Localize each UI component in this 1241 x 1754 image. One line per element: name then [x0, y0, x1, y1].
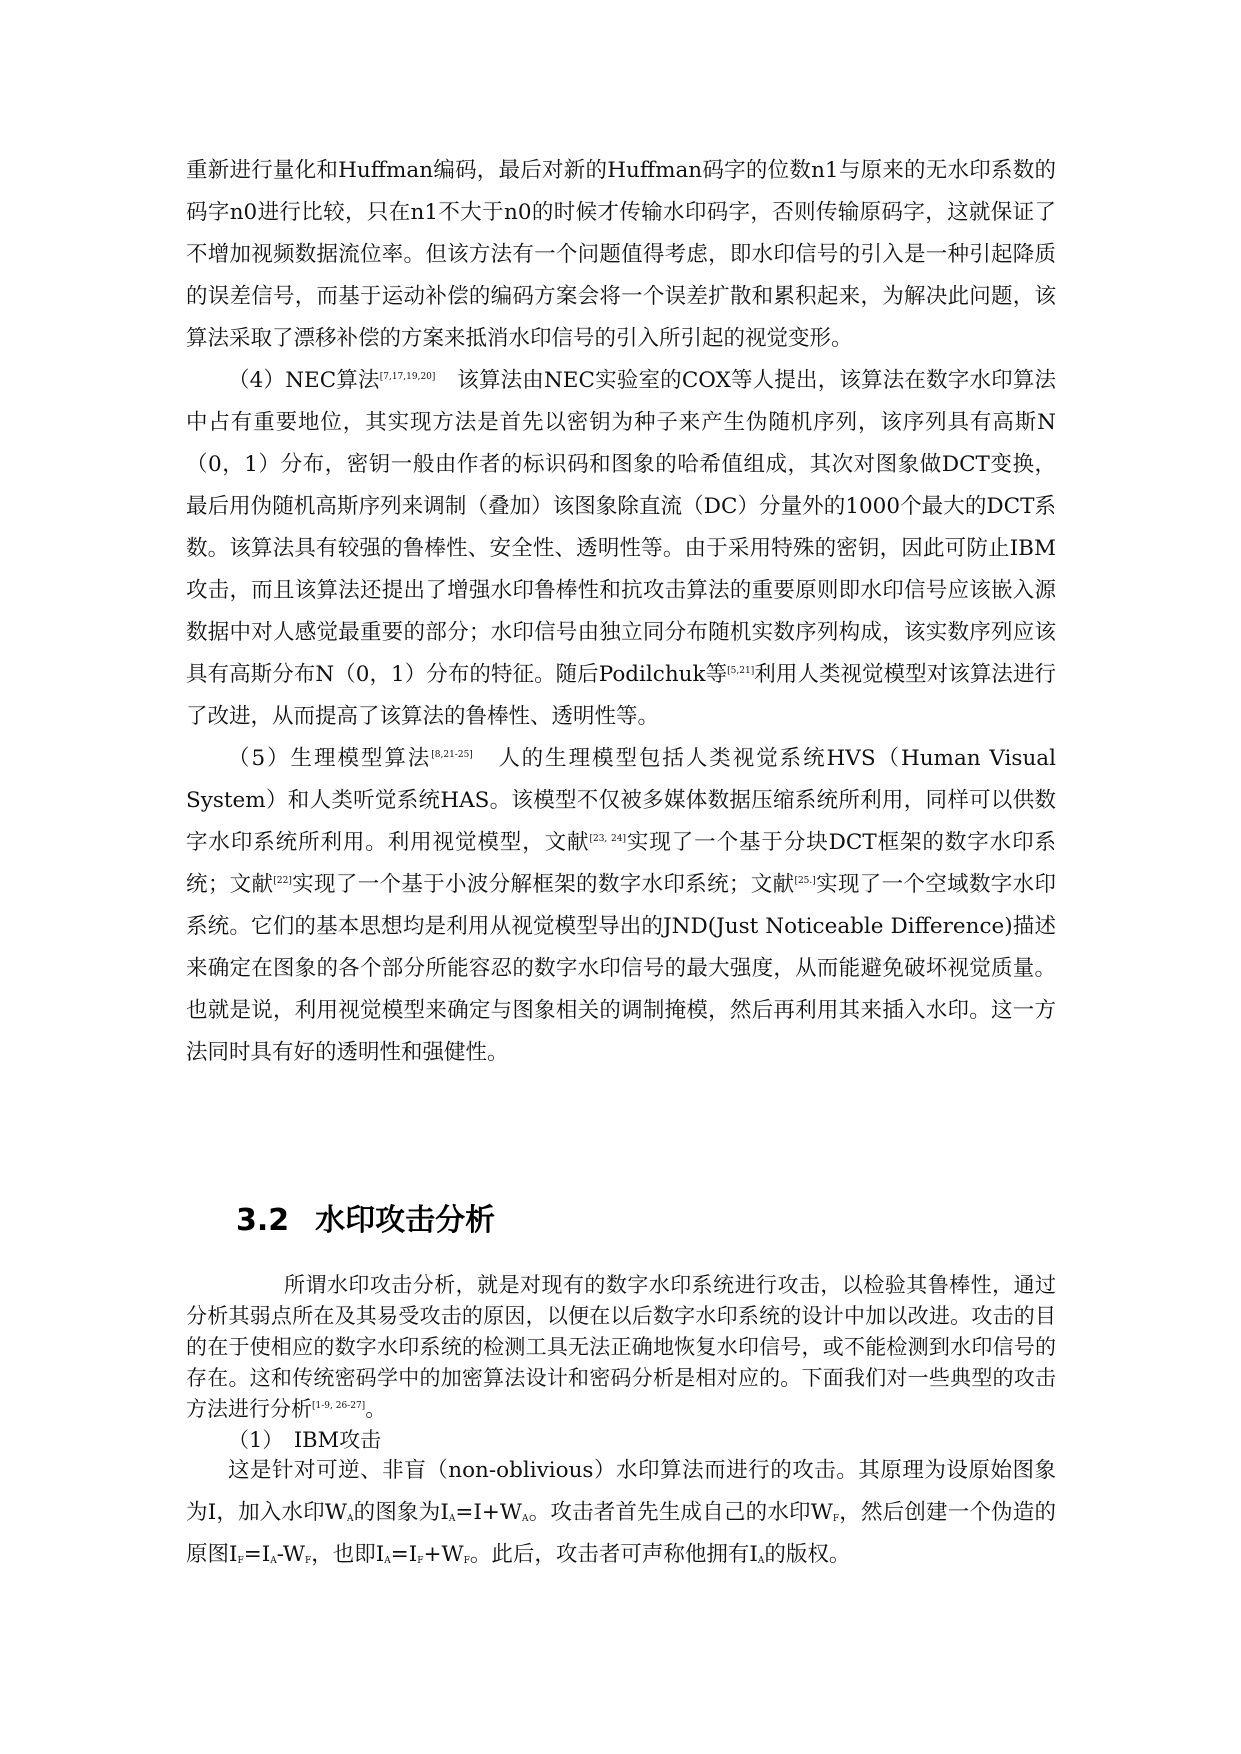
paragraph-ibm-attack: 这是针对可逆、非盲（non-oblivious）水印算法而进行的攻击。其原理为设原始图象为I，加入水印$W_A$的图象为$I_A=I+W_A$。攻击者首先生成自己的水印$W_F$，然后创建一个伪造的原图$I_F=I_A-W_F$，也即$I_A=I_F+W_F$。此后，攻击者可声称他拥有$I_A$的版权。: [186, 1458, 1056, 1567]
citation: [7,17,19,20]: [379, 371, 436, 382]
body-block-3: [186, 1450, 1056, 1576]
citation: [22]: [273, 875, 292, 886]
paragraph-physiological-model: （5）生理模型算法[8,21-25] 人的生理模型包括人类视觉系统HVS（Human Visual System）和人类听觉系统HAS。该模型不仅被多媒体数据压缩系统所利用，同样可以供数字水印系统所利用。利用视觉模型，文献[23, 24]实现了一个基于分块DCT框架的数字水印系统；文献[22]实现了一个基于小波分解框架的数字水印系统；文献[25.]实现了一个空域数字水印系统。它们的基本思想均是利用从视觉模型导出的JND(Just Noticeable Difference)描述来确定在图象的各个部分所能容忍的数字水印信号的最大强度，从而能避免破坏视觉质量。也就是说，利用视觉模型来确定与图象相关的调制掩模，然后再利用其来插入水印。这一方法同时具有好的透明性和强健性。: [186, 746, 1056, 1065]
citation: [5,21]: [727, 665, 755, 676]
citation: [8,21-25]: [431, 749, 473, 760]
section-heading: [236, 1195, 495, 1239]
citation: [25.]: [794, 875, 816, 886]
paragraph-nec-algorithm: （4）NEC算法[7,17,19,20] 该算法由NEC实验室的COX等人提出，该算法在数字水印算法中占有重要地位，其实现方法是首先以密钥为种子来产生伪随机序列，该序列具有高斯N（0，1）分布，密钥一般由作者的标识码和图象的哈希值组成，其次对图象做DCT变换，最后用伪随机高斯序列来调制（叠加）该图象除直流（DC）分量外的1000个最大的DCT系数。该算法具有较强的鲁棒性、安全性、透明性等。由于采用特殊的密钥，因此可防止IBM攻击，而且该算法还提出了增强水印鲁棒性和抗攻击算法的重要原则即水印信号应该嵌入源数据中对人感觉最重要的部分；水印信号由独立同分布随机实数序列构成，该实数序列应该具有高斯分布N（0，1）分布的特征。随后Podilchuk等[5,21]利用人类视觉模型对该算法进行了改进，从而提高了该算法的鲁棒性、透明性等。: [186, 368, 1057, 729]
body-block-1: [186, 150, 1056, 1074]
section-title: 水印攻击分析: [315, 1203, 496, 1238]
physio-lead: （5）生理模型算法: [228, 746, 432, 771]
list-item-ibm-attack: （1） IBM攻击: [228, 1428, 382, 1452]
paragraph-attack-intro: 所谓水印攻击分析，就是对现有的数字水印系统进行攻击，以检验其鲁棒性，通过分析其弱点所在及其易受攻击的原因，以便在以后数字水印系统的设计中加以改进。攻击的目的在于使相应的数字水印系统的检测工具无法正确地恢复水印信号，或不能检测到水印信号的存在。这和传统密码学中的加密算法设计和密码分析是相对应的。下面我们对一些典型的攻击方法进行分析[1-9, 26-27]。: [186, 1273, 1056, 1421]
citation: [1-9, 26-27]: [312, 1400, 366, 1411]
section-number: 3.2: [236, 1203, 290, 1238]
nec-lead: （4）NEC算法: [228, 368, 380, 393]
citation: [23, 24]: [589, 833, 627, 844]
paragraph-huffman: 重新进行量化和Huffman编码，最后对新的Huffman码字的位数n1与原来的无水印系数的码字n0进行比较，只在n1不大于n0的时候才传输水印码字，否则传输原码字，这就保证了不增加视频数据流位率。但该方法有一个问题值得考虑，即水印信号的引入是一种引起降质的误差信号，而基于运动补偿的编码方案会将一个误差扩散和累积起来，为解决此问题，该算法采取了漂移补偿的方案来抵消水印信号的引入所引起的视觉变形。: [186, 158, 1056, 351]
body-block-2: [186, 1270, 1056, 1456]
